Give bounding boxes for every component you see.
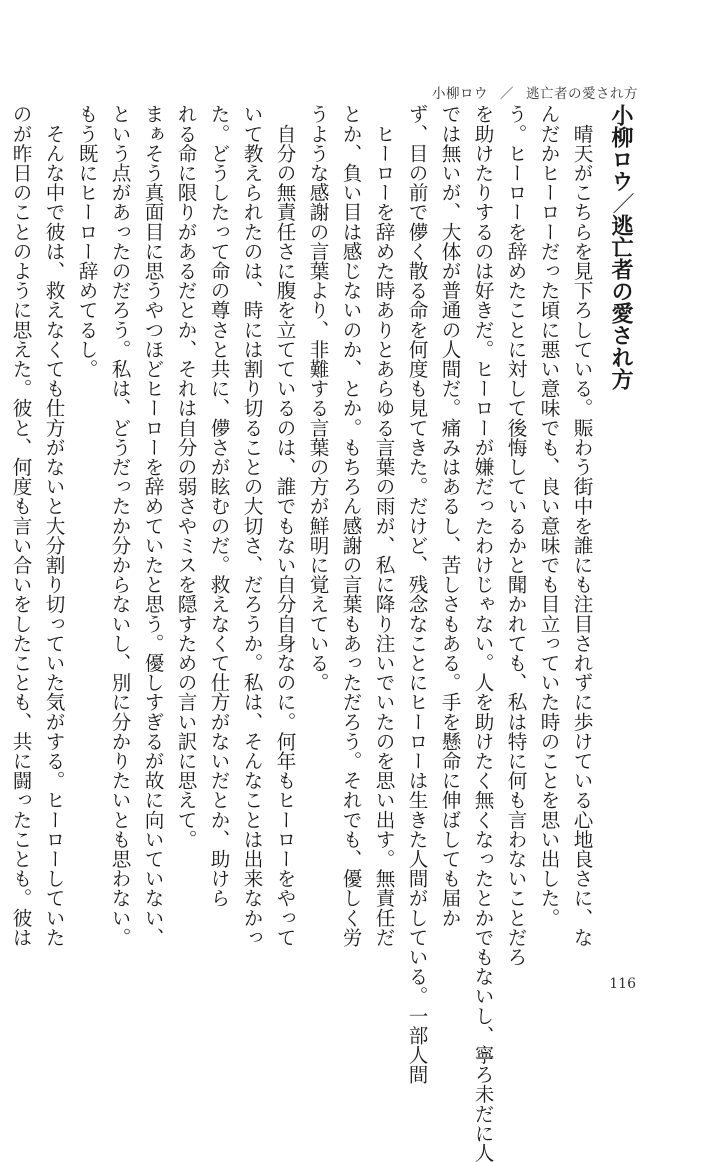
body-line: いて教えられたのは、時には割り切ることの大切さ、だろうか。私は、そんなことは出来なかっ <box>240 104 263 947</box>
running-head <box>432 82 638 102</box>
body-line: とか、負い目は感じないのか、とか。もちろん感謝の言葉もあっただろう。それでも、優しく労 <box>339 104 362 947</box>
body-line: うような感謝の言葉より、非難する言葉の方が鮮明に覚えている。 <box>306 104 329 692</box>
body-line: う。ヒーローを辞めたことに対して後悔しているかと聞かれても、私は特に何も言わないことだろ <box>504 104 527 967</box>
body-line: もう既にヒーロー辞めてるし。 <box>75 104 98 379</box>
body-line: んだかヒーローだった頃に悪い意味でも、良い意味でも目立っていた時のことを思い出した。 <box>537 104 560 928</box>
article-title: 逃亡者の愛され方 <box>608 214 634 390</box>
vertical-text-block <box>9 104 640 1162</box>
page-number: 116 <box>609 976 636 992</box>
body-line: のが昨日のことのように思えた。彼と、何度も言い合いをしたことも、共に闘ったことも。彼は <box>9 104 32 947</box>
running-head-title: 逃亡者の愛され方 <box>526 86 638 102</box>
body-line: まぁそう真面目に思うやつほどヒーローを辞めていたと思う。優しすぎるが故に向いていない、 <box>141 104 164 947</box>
article-title-separator: ／ <box>609 192 634 214</box>
body-line: という点があったのだろう。私は、どうだったか分からないし、別に分かりたいとも思わない。 <box>108 104 131 947</box>
article-author: 小柳ロウ <box>608 104 634 192</box>
body-line <box>0 104 4 984</box>
body-line: 晴天がこちらを見下ろしている。賑わう街中を誰にも注目されずに歩けている心地良さに、な <box>570 104 593 947</box>
body-line: 自分の無責任さに腹を立てているのは、誰でもない自分自身なのに。何年もヒーローをやって <box>273 104 296 947</box>
body-line: ず、目の前で儚く散る命を何度も見てきた。だけど、残念なことにヒーローは生きた人間がしている。一部人間 <box>405 104 428 1084</box>
body-line: た。どうしたって命の尊さと共に、儚さが眩むのだ。救えなくて仕方がないだとか、助けら <box>207 104 230 908</box>
body-line: そんな中で彼は、救えなくても仕方がないと大分割り切っていた気がする。ヒーローしていた <box>42 104 65 947</box>
body-line: では無いが、大体が普通の人間だ。痛みはあるし、苦しさもある。手を懸命に伸ばしても届か <box>438 104 461 928</box>
body-line: れる命に限りがあるだとか、それは自分の弱さやミスを隠すための言い訳に思えて。 <box>174 104 197 849</box>
article-title-line <box>602 104 640 984</box>
body-line: ヒーローを辞めた時ありとあらゆる言葉の雨が、私に降り注いでいたのを思い出す。無責任だ <box>372 104 395 947</box>
running-head-author: 小柳ロウ <box>432 86 488 102</box>
vertical-text-column <box>0 104 640 1162</box>
running-head-separator: ／ <box>500 86 514 102</box>
body-line: を助けたりするのは好きだ。ヒーローが嫌だったわけじゃない。人を助けたく無くなったとかでもないし、寧ろ未だに人 <box>471 104 494 1162</box>
